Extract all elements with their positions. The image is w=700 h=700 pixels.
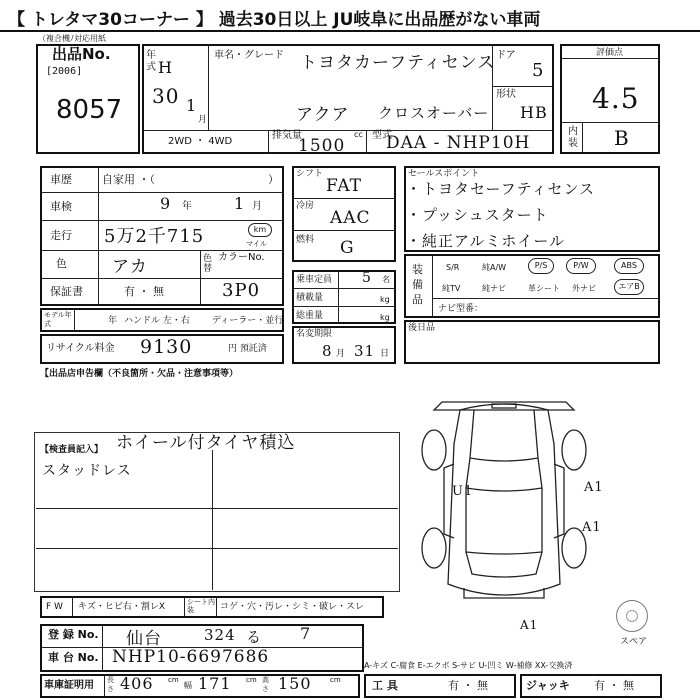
fuel-value: G bbox=[340, 238, 355, 258]
dims-length-label: 長さ bbox=[107, 676, 114, 693]
damage-mark-rear: A1 bbox=[520, 618, 539, 632]
inspector-note-1: ホイール付タイヤ積込 bbox=[116, 433, 296, 453]
dims-width: 171 bbox=[198, 674, 232, 693]
aircon-label: 冷房 bbox=[296, 201, 315, 211]
type-label: 型式 bbox=[372, 130, 392, 141]
equip-ext-navi: 外ナビ bbox=[572, 284, 596, 293]
sales-point-3: ・純正アルミホイール bbox=[406, 232, 566, 250]
mileage-label: 走行 bbox=[50, 229, 72, 242]
dims-width-unit: cm bbox=[246, 676, 257, 684]
color-value: アカ bbox=[112, 257, 148, 277]
inspection-year: 9 bbox=[160, 194, 172, 213]
lot-year-tag: [2006] bbox=[46, 66, 83, 77]
shift-label: シフト bbox=[296, 169, 324, 179]
equip-aw: 純A/W bbox=[482, 263, 507, 272]
model-year-year: 年 bbox=[108, 316, 118, 326]
inspection-label: 車検 bbox=[50, 200, 72, 213]
type-value: DAA - NHP10H bbox=[386, 133, 531, 153]
post-install-box bbox=[404, 320, 660, 364]
year-value: 30 bbox=[152, 84, 180, 108]
dims-height-unit: cm bbox=[330, 676, 341, 684]
plate-label: 登 録 No. bbox=[48, 628, 99, 641]
equip-sr: S/R bbox=[446, 263, 460, 272]
equip-navi: 純ナビ bbox=[482, 284, 506, 293]
spare-tire-inner bbox=[626, 610, 638, 622]
load-unit: kg bbox=[380, 295, 390, 304]
equip-abs: ABS bbox=[614, 258, 644, 274]
damage-mark-door-right-rear: A1 bbox=[582, 520, 602, 535]
plate-number: 7 bbox=[300, 624, 312, 643]
color-label: 色 bbox=[56, 257, 67, 270]
fw-label: F W bbox=[46, 602, 63, 612]
equip-ps: P/S bbox=[528, 258, 554, 274]
fw-text-1: キズ・ヒビ右・割レX bbox=[78, 602, 165, 612]
year-month: 1 bbox=[186, 96, 198, 115]
inspection-year-unit: 年 bbox=[182, 201, 192, 212]
car-damage-diagram bbox=[404, 384, 604, 614]
plate-kana: る bbox=[246, 628, 263, 646]
passengers-label: 乗車定員 bbox=[296, 275, 333, 285]
tools-label: 工 具 bbox=[372, 679, 398, 692]
equip-pw: P/W bbox=[566, 258, 596, 274]
color-change-label: 色替 bbox=[203, 254, 213, 274]
damage-mark-door-right-front: A1 bbox=[584, 480, 604, 495]
year-month-unit: 月 bbox=[198, 115, 208, 125]
car-name-label: 車名・グレード bbox=[214, 50, 284, 61]
inspector-label: 【検査員記入】 bbox=[40, 445, 104, 455]
plate-class: 324 bbox=[204, 626, 236, 644]
score-label: 評価点 bbox=[596, 48, 624, 58]
model-year-dealer: ディーラー・並行 bbox=[212, 316, 284, 326]
header-subtitle: （複合機ﾉ対応用紙 bbox=[38, 34, 106, 43]
dims-width-label: 幅 bbox=[184, 681, 192, 690]
shape-label: 形状 bbox=[496, 89, 516, 100]
chassis-value: NHP10-6697686 bbox=[112, 647, 270, 667]
load-label: 積載量 bbox=[296, 293, 324, 303]
equip-tv: 純TV bbox=[442, 284, 461, 293]
displacement-value: 1500 bbox=[298, 136, 346, 156]
history-close: ） bbox=[268, 173, 279, 186]
equip-airbag: エアB bbox=[614, 279, 644, 295]
damage-mark-door-left: U1 bbox=[452, 484, 474, 499]
car-name: トヨタカーフティセンス bbox=[300, 53, 496, 73]
dims-length: 406 bbox=[120, 674, 154, 693]
dims-length-unit: cm bbox=[168, 676, 179, 684]
history-label: 車歴 bbox=[50, 173, 72, 186]
year-era: H bbox=[158, 58, 173, 77]
jack-value: 有 ・ 無 bbox=[594, 679, 634, 692]
inspection-month-unit: 月 bbox=[252, 201, 262, 212]
interior-value: B bbox=[614, 126, 630, 150]
tools-value: 有 ・ 無 bbox=[448, 679, 488, 692]
weight-unit: kg bbox=[380, 313, 390, 322]
mileage-unit-km: km bbox=[248, 223, 272, 237]
year-label: 年式 bbox=[146, 50, 156, 73]
equipment-label: 装備品 bbox=[412, 263, 423, 306]
color-code: 3P0 bbox=[222, 280, 261, 301]
lot-number: 8057 bbox=[56, 95, 123, 125]
sales-point-1: ・トヨタセーフティセンス bbox=[406, 180, 596, 198]
model-year-handle: ハンドル 左・右 bbox=[124, 316, 190, 326]
recycle-unit: 円 預託済 bbox=[228, 344, 267, 354]
recycle-value: 9130 bbox=[140, 336, 193, 358]
drive-label: 2WD ・ 4WD bbox=[168, 136, 233, 147]
inspection-month: 1 bbox=[234, 194, 246, 213]
model-year-label: モデル年式 bbox=[44, 311, 72, 328]
passengers-unit: 名 bbox=[382, 275, 390, 284]
post-install-label: 後日品 bbox=[408, 323, 436, 333]
header-bar bbox=[0, 0, 700, 32]
mileage-unit-mile: マイル bbox=[246, 240, 267, 248]
interior-label: 内装 bbox=[568, 126, 578, 149]
damage-legend: A-キズ C-腐食 E-エクボ S-サビ U-凹ミ W-補修 XX-交換済 bbox=[364, 661, 573, 670]
notice-label: 【出品店申告欄（不良箇所・欠品・注意事項等） bbox=[40, 369, 239, 379]
header-title: 【 トレタマ30コーナー 】 過去30日以上 JU岐阜に出品歴がない車両 bbox=[8, 10, 541, 30]
deadline-day: 31 bbox=[354, 342, 376, 360]
displacement-label: 排気量 bbox=[272, 130, 302, 141]
chassis-label: 車 台 No. bbox=[48, 651, 99, 664]
spare-label: スペア bbox=[620, 637, 648, 647]
deadline-label: 名変期限 bbox=[296, 329, 333, 339]
plate-area: 仙台 bbox=[126, 629, 162, 649]
jack-label: ジャッキ bbox=[526, 679, 570, 692]
warranty-value: 有 ・ 無 bbox=[124, 285, 164, 298]
color-code-label: カラーNo. bbox=[218, 252, 265, 263]
navi-model-label: ナビ型番： bbox=[438, 304, 484, 314]
car-model-name: アクア bbox=[296, 105, 350, 125]
weight-label: 総重量 bbox=[296, 311, 324, 321]
fw-text-3: コゲ・穴・汚レ・シミ・破レ・スレ bbox=[220, 602, 365, 612]
sales-points-label: セールスポイント bbox=[408, 169, 480, 179]
fw-text-2: シート内装 bbox=[187, 598, 215, 614]
passengers-value: 5 bbox=[362, 270, 372, 286]
displacement-unit: cc bbox=[354, 130, 363, 139]
mileage-value: 5万2千715 bbox=[104, 226, 205, 247]
doors-value: 5 bbox=[532, 60, 545, 81]
deadline-month: 8 bbox=[322, 342, 333, 360]
inspector-note-2: スタッドレス bbox=[42, 463, 132, 479]
deadline-month-unit: 月 bbox=[336, 349, 346, 359]
dims-height-label: 高さ bbox=[262, 676, 269, 693]
car-grade: クロスオーバー bbox=[378, 104, 490, 122]
dims-height: 150 bbox=[278, 674, 312, 693]
score-value: 4.5 bbox=[592, 82, 640, 115]
recycle-label: リサイクル料金 bbox=[46, 343, 115, 354]
deadline-day-unit: 日 bbox=[380, 349, 390, 359]
dims-label: 車庫証明用 bbox=[44, 680, 94, 691]
shape-value: HB bbox=[520, 103, 548, 122]
equip-leather: 革シート bbox=[528, 284, 560, 293]
shift-value: FAT bbox=[326, 176, 363, 196]
lot-label: 出品No. bbox=[52, 45, 111, 63]
sales-point-2: ・プッシュスタート bbox=[406, 206, 549, 224]
warranty-label: 保証書 bbox=[50, 285, 83, 298]
doors-label: ドア bbox=[496, 50, 516, 61]
aircon-value: AAC bbox=[330, 208, 371, 228]
inspector-box bbox=[34, 432, 400, 592]
history-value: 自家用 ・（ bbox=[102, 173, 155, 186]
fuel-label: 燃料 bbox=[296, 235, 315, 245]
